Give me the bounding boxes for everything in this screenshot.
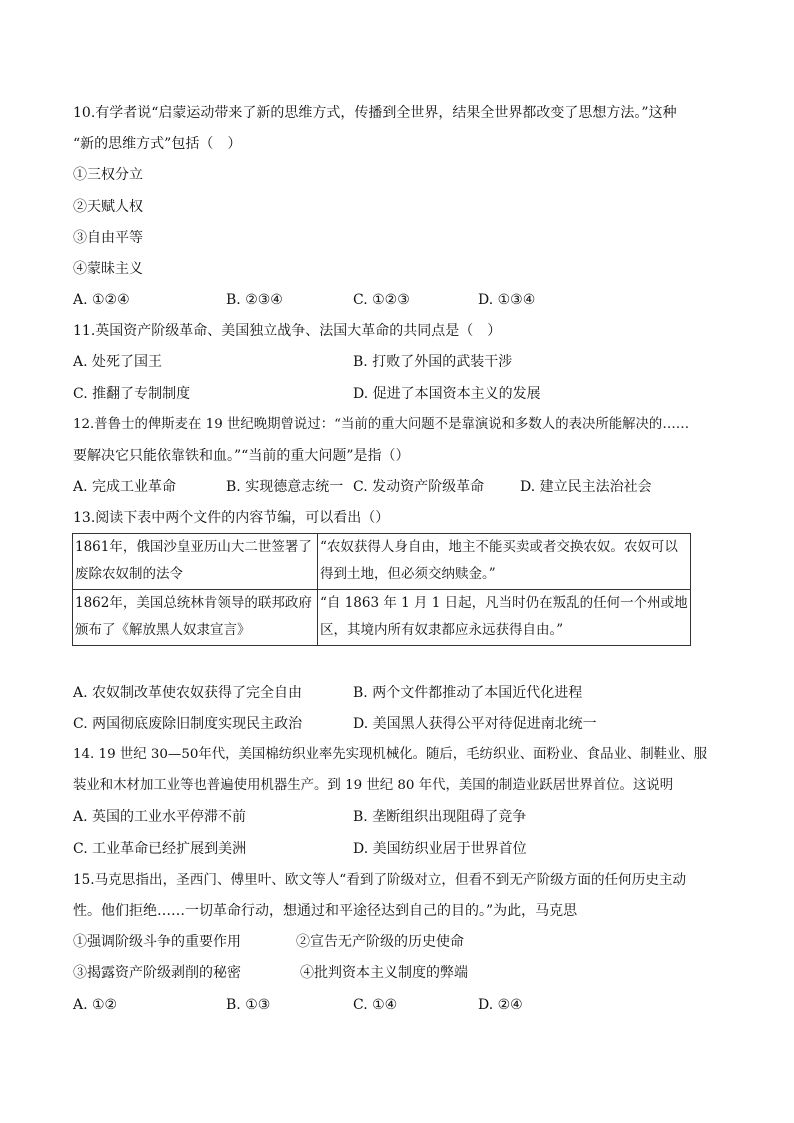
q10-option-a: A. ①②④ [73,292,130,308]
q15-option-d: D. ②④ [478,997,523,1013]
table-cell: 1862年，美国总统林肯领导的联邦政府颁布了《解放黑人奴隶宣言》 [73,590,318,646]
q15-item-4: ④批判资本主义制度的弊端 [300,965,468,981]
q15-option-b: B. ①③ [226,997,271,1013]
q12-stem-line-2: 要解决它只能依靠铁和血。”“当前的重大问题”是指（） [73,448,410,464]
q15-option-c: C. ①④ [353,997,398,1013]
q11-option-c: C. 推翻了专制制度 [73,386,191,402]
q14-option-c: C. 工业革命已经扩展到美洲 [73,841,247,857]
q10-item-3: ③自由平等 [73,230,143,246]
q12-option-b: B. 实现德意志统一 [226,479,344,495]
q13-document-table [72,533,691,646]
q12-option-a: A. 完成工业革命 [73,479,177,495]
q14-stem-line-1: 14. 19 世纪 30—50年代，美国棉纺织业率先实现机械化。随后，毛纺织业、面粉业、食品业、制鞋业、服 [73,747,708,762]
q13-option-d: D. 美国黑人获得公平对待促进南北统一 [353,716,597,732]
q15-item-1: ①强调阶级斗争的重要作用 [73,934,241,950]
q15-stem-line-1: 15.马克思指出，圣西门、傅里叶、欧文等人“看到了阶级对立，但看不到无产阶级方面的任何历史主动 [73,872,687,888]
q10-option-b: B. ②③④ [226,292,283,308]
q10-item-1: ①三权分立 [73,167,143,183]
q10-stem-line-2: “新的思维方式”包括（ ） [73,136,242,152]
q10-option-d: D. ①③④ [478,292,536,308]
q15-item-3: ③揭露资产阶级剥削的秘密 [73,965,241,981]
q14-stem-line-2: 装业和木材加工业等也普遍使用机器生产。到 19 世纪 80 年代，美国的制造业跃居世界首位。这说明 [73,778,674,793]
q14-option-a: A. 英国的工业水平停滞不前 [73,809,247,825]
q13-option-b: B. 两个文件都推动了本国近代化进程 [353,685,583,701]
q12-option-c: C. 发动资产阶级革命 [353,479,485,495]
q10-option-c: C. ①②③ [353,292,410,308]
q10-item-4: ④蒙昧主义 [73,261,143,277]
q12-option-d: D. 建立民主法治社会 [520,479,652,495]
q10-item-2: ②天赋人权 [73,199,143,215]
table-row [73,534,691,590]
q15-option-a: A. ①② [73,997,118,1013]
q10-stem-line-1: 10.有学者说“启蒙运动带来了新的思维方式，传播到全世界，结果全世界都改变了思想方法。”这种 [73,105,677,121]
q12-stem-line-1: 12.普鲁士的俾斯麦在 19 世纪晚期曾说过：“当前的重大问题不是靠演说和多数人的表决所能解决的…… [73,417,690,432]
q13-stem: 13.阅读下表中两个文件的内容节编，可以看出（） [73,510,390,526]
q13-option-c: C. 两国彻底废除旧制度实现民主政治 [73,716,303,732]
q13-option-a: A. 农奴制改革使农奴获得了完全自由 [73,685,303,701]
table-cell: 1861年，俄国沙皇亚历山大二世签署了废除农奴制的法令 [73,534,318,590]
q15-stem-line-2: 性。他们拒绝……一切革命行动，想通过和平途径达到自己的目的。”为此，马克思 [73,903,578,919]
q11-option-b: B. 打败了外国的武装干涉 [353,354,513,370]
table-cell: “农奴获得人身自由，地主不能买卖或者交换农奴。农奴可以得到土地，但必须交纳赎金。” [318,534,691,590]
q11-option-d: D. 促进了本国资本主义的发展 [353,386,541,402]
table-cell: “自 1863 年 1 月 1 日起，凡当时仍在叛乱的任何一个州或地区，其境内所有奴隶都应永远获得自由。” [318,590,691,646]
q14-option-b: B. 垄断组织出现阻碍了竞争 [353,809,527,825]
q11-stem: 11.英国资产阶级革命、美国独立战争、法国大革命的共同点是（ ） [73,323,502,339]
q15-item-2: ②宣告无产阶级的历史使命 [296,934,464,950]
q11-option-a: A. 处死了国王 [73,354,163,370]
table-row [73,590,691,646]
q14-option-d: D. 美国纺织业居于世界首位 [353,841,527,857]
